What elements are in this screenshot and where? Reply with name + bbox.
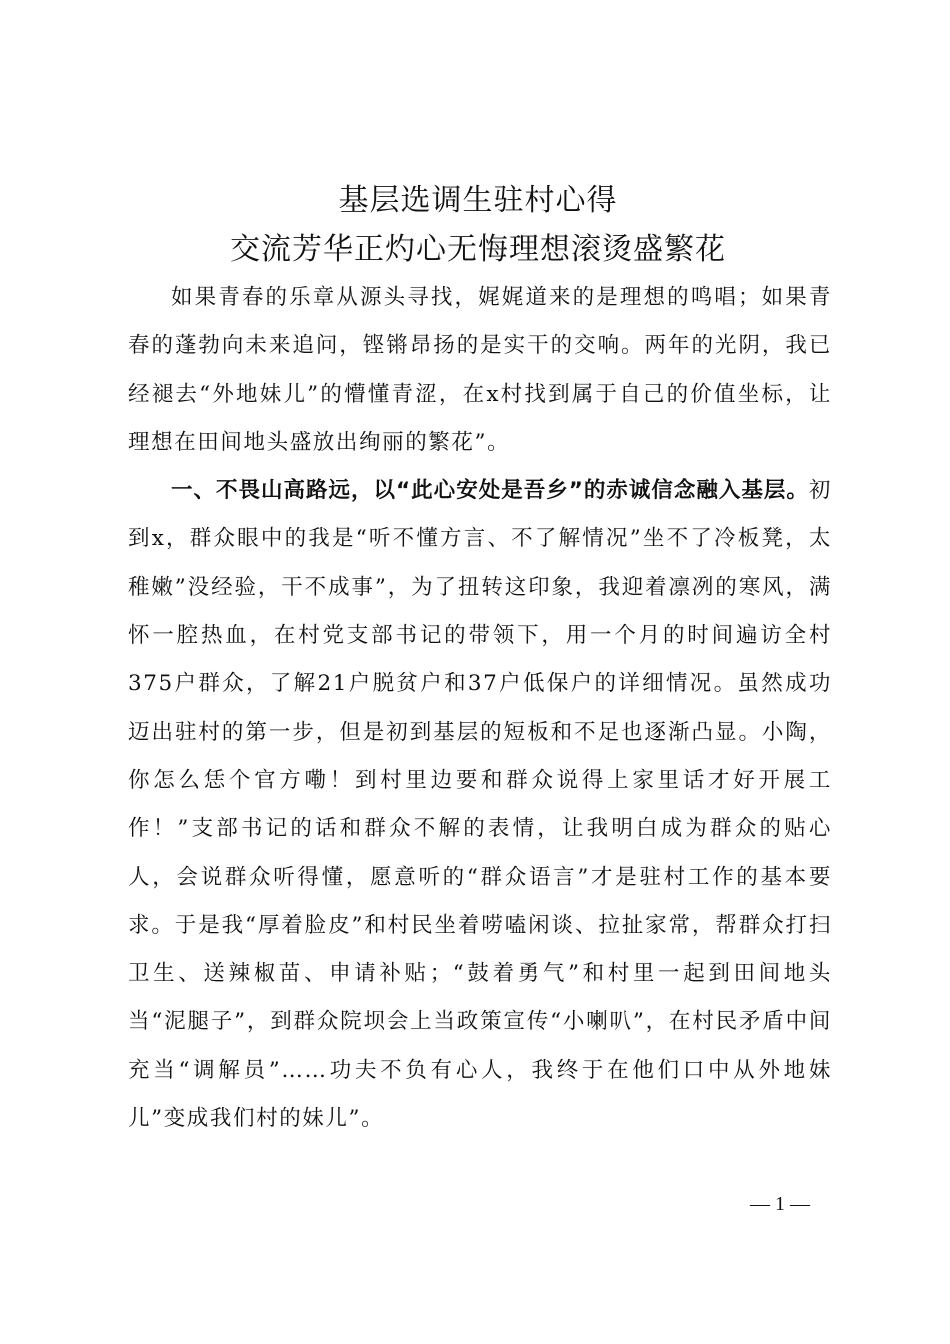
document-title: 基层选调生驻村心得 bbox=[338, 183, 618, 218]
document-body bbox=[128, 274, 832, 1143]
intro-paragraph: 如果青春的乐章从源头寻找，娓娓道来的是理想的鸣唱；如果青春的蓬勃向未来追问，铿锵昂扬的是实干的交响。两年的光阴，我已经褪去“外地妹儿”的懵懂青涩，在x村找到属于自己的价值坐标，让理想在田间地头盛放出绚丽的繁花”。 bbox=[128, 285, 832, 455]
document-subtitle: 交流芳华正灼心无悔理想滚烫盛繁花 bbox=[230, 232, 726, 267]
section-paragraph bbox=[128, 467, 832, 1143]
page-number: — 1 — bbox=[750, 1193, 810, 1215]
section-body: 初到x，群众眼中的我是“听不懂方言、不了解情况”坐不了冷板凳，太稚嫩”没经验，干不成事”，为了扭转这印象，我迎着凛冽的寒风，满怀一腔热血，在村党支部书记的带领下，用一个月的时间遍访全村375户群众，了解21户脱贫户和37户低保户的详细情况。虽然成功迈出驻村的第一步，但是初到基层的短板和不足也逐渐凸显。小陶，你怎么恁个官方嘞！到村里边要和群众说得上家里话才好开展工作！”支部书记的话和群众不解的表情，让我明白成为群众的贴心人，会说群众听得懂，愿意听的“群众语言”才是驻村工作的基本要求。于是我“厚着脸皮”和村民坐着唠嗑闲谈、拉扯家常，帮群众打扫卫生、送辣椒苗、申请补贴；“鼓着勇气”和村里一起到田间地头当“泥腿子”，到群众院坝会上当政策宣传“小喇叭”，在村民矛盾中间充当“调解员”……功夫不负有心人，我终于在他们口中从外地妹儿”变成我们村的妹儿”。 bbox=[128, 478, 832, 1132]
section-heading: 一、不畏山高路远，以“此心安处是吾乡”的赤诚信念融入基层。 bbox=[171, 478, 809, 504]
